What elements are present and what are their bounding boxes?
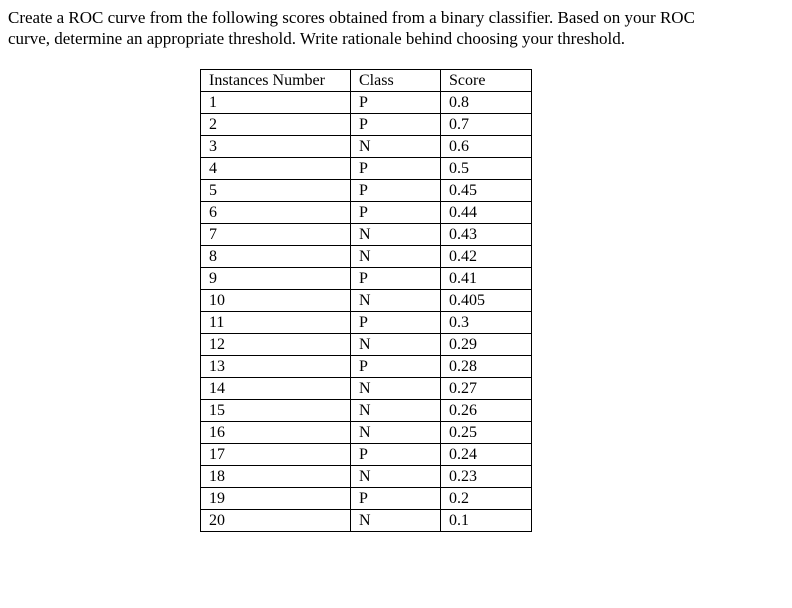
cell-instance-number: 10 (201, 290, 351, 312)
cell-instance-number: 1 (201, 92, 351, 114)
table-row (201, 136, 532, 158)
cell-score: 0.5 (441, 158, 532, 180)
cell-class: N (351, 378, 441, 400)
cell-instance-number: 19 (201, 488, 351, 510)
cell-score: 0.45 (441, 180, 532, 202)
cell-class: N (351, 400, 441, 422)
cell-score: 0.2 (441, 488, 532, 510)
table-body (201, 92, 532, 532)
cell-class: N (351, 466, 441, 488)
cell-score: 0.28 (441, 356, 532, 378)
classifier-scores-table (200, 69, 532, 532)
cell-class: P (351, 268, 441, 290)
cell-instance-number: 20 (201, 510, 351, 532)
cell-instance-number: 11 (201, 312, 351, 334)
cell-instance-number: 6 (201, 202, 351, 224)
table-row (201, 356, 532, 378)
cell-class: N (351, 224, 441, 246)
cell-instance-number: 9 (201, 268, 351, 290)
cell-score: 0.26 (441, 400, 532, 422)
cell-class: N (351, 422, 441, 444)
cell-class: N (351, 136, 441, 158)
cell-score: 0.42 (441, 246, 532, 268)
prompt-line-1: Create a ROC curve from the following scores obtained from a binary classifier. Based on your ROC (8, 8, 695, 27)
cell-class: P (351, 356, 441, 378)
cell-instance-number: 15 (201, 400, 351, 422)
header-class: Class (351, 70, 441, 92)
table-row (201, 334, 532, 356)
cell-instance-number: 8 (201, 246, 351, 268)
table-row (201, 202, 532, 224)
cell-instance-number: 4 (201, 158, 351, 180)
cell-class: N (351, 334, 441, 356)
cell-class: N (351, 246, 441, 268)
cell-instance-number: 17 (201, 444, 351, 466)
cell-class: P (351, 444, 441, 466)
table-row (201, 400, 532, 422)
cell-score: 0.8 (441, 92, 532, 114)
cell-score: 0.7 (441, 114, 532, 136)
cell-instance-number: 18 (201, 466, 351, 488)
cell-class: P (351, 312, 441, 334)
prompt-line-2: curve, determine an appropriate threshold. Write rationale behind choosing your threshold. (8, 29, 625, 48)
cell-instance-number: 2 (201, 114, 351, 136)
cell-class: P (351, 180, 441, 202)
cell-score: 0.6 (441, 136, 532, 158)
table-row (201, 114, 532, 136)
cell-instance-number: 16 (201, 422, 351, 444)
cell-instance-number: 14 (201, 378, 351, 400)
header-score: Score (441, 70, 532, 92)
table-row (201, 312, 532, 334)
question-prompt (8, 7, 778, 49)
cell-score: 0.405 (441, 290, 532, 312)
table-row (201, 444, 532, 466)
cell-instance-number: 12 (201, 334, 351, 356)
cell-score: 0.3 (441, 312, 532, 334)
table-row (201, 378, 532, 400)
cell-score: 0.1 (441, 510, 532, 532)
table-row (201, 466, 532, 488)
cell-score: 0.27 (441, 378, 532, 400)
cell-score: 0.23 (441, 466, 532, 488)
cell-class: P (351, 202, 441, 224)
header-instances-number: Instances Number (201, 70, 351, 92)
cell-instance-number: 3 (201, 136, 351, 158)
cell-instance-number: 13 (201, 356, 351, 378)
cell-class: P (351, 488, 441, 510)
table-row (201, 488, 532, 510)
table-row (201, 290, 532, 312)
cell-instance-number: 5 (201, 180, 351, 202)
table-header-row (201, 70, 532, 92)
cell-score: 0.29 (441, 334, 532, 356)
cell-score: 0.44 (441, 202, 532, 224)
table-row (201, 246, 532, 268)
table-row (201, 158, 532, 180)
table-row (201, 422, 532, 444)
cell-score: 0.25 (441, 422, 532, 444)
cell-score: 0.41 (441, 268, 532, 290)
cell-class: N (351, 510, 441, 532)
table-row (201, 92, 532, 114)
cell-class: P (351, 92, 441, 114)
table-row (201, 224, 532, 246)
cell-class: P (351, 158, 441, 180)
cell-score: 0.24 (441, 444, 532, 466)
cell-class: N (351, 290, 441, 312)
cell-instance-number: 7 (201, 224, 351, 246)
table-row (201, 268, 532, 290)
cell-score: 0.43 (441, 224, 532, 246)
cell-class: P (351, 114, 441, 136)
table-row (201, 510, 532, 532)
table-row (201, 180, 532, 202)
